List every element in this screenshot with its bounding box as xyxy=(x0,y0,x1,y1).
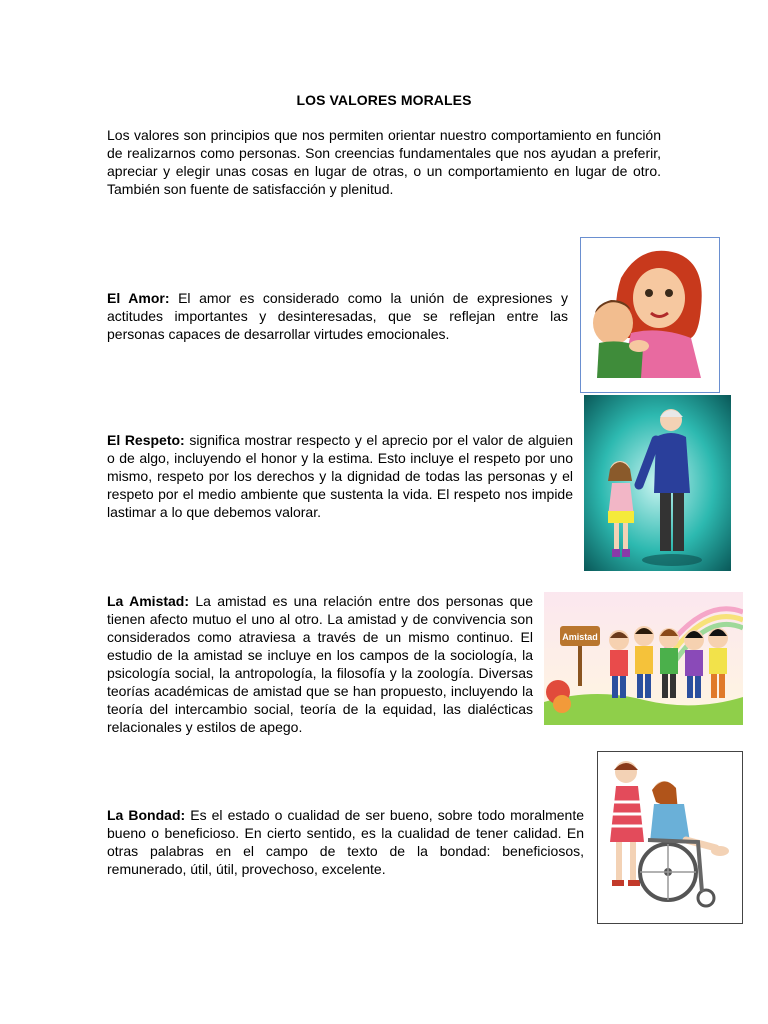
section-amistad xyxy=(107,592,533,736)
section-text: El amor es considerado como la unión de expresiones y actitudes importantes y desinteresadas, que se reflejan entre las personas capaces de desarrollar virtudes emocionales. xyxy=(107,290,568,342)
page-title: LOS VALORES MORALES xyxy=(296,92,472,108)
mother-hug-image xyxy=(581,238,719,392)
friends-group-image xyxy=(544,592,743,725)
section-amor xyxy=(107,289,568,343)
wheelchair-help-image xyxy=(598,752,742,923)
elder-child-image xyxy=(584,395,731,571)
respeto-illustration xyxy=(584,395,731,571)
amistad-sign-label: Amistad xyxy=(562,632,598,642)
section-text: Es el estado o cualidad de ser bueno, sobre todo moralmente bueno o beneficioso. En cierto sentido, es la cualidad de tener calidad. En otras palabras en el campo de texto de la bondad: beneficiosos, remunerado, útil, útil, provechoso, excelente. xyxy=(107,807,584,877)
intro-paragraph: Los valores son principios que nos permiten orientar nuestro comportamiento en función de realizarnos como personas. Son creencias fundamentales que nos ayudan a preferir, apreciar y elegir unas cosas en lugar de otras, o un comportamiento en lugar de otro. También son fuente de satisfacción y plenitud. xyxy=(107,127,661,197)
section-bondad xyxy=(107,806,584,878)
section-heading: La Amistad: xyxy=(107,593,190,609)
section-text: La amistad es una relación entre dos personas que tienen afecto mutuo el uno al otro. La amistad y de convivencia son considerados como atraviesa a través de un mismo continuo. El estudio de la amistad se incluye en los campos de la sociología, la psicología social, la antropología, la filosofía y la zoología. Diversas teorías académicas de amistad que se han propuesto, incluyendo la teoría del intercambio social, teoría de la equidad, las dialécticas relacionales y estilos de apego. xyxy=(107,593,533,735)
bondad-illustration xyxy=(597,751,743,924)
section-heading: El Respeto: xyxy=(107,432,185,448)
section-heading: El Amor: xyxy=(107,290,170,306)
section-text: significa mostrar respecto y el aprecio por el valor de alguien o de algo, incluyendo el honor y la estima. Esto incluye el respeto por uno mismo, respeto por los derechos y la dignidad de todas las personas y el respeto por el medio ambiente que sustenta la vida. El respeto nos impide lastimar a lo que debemos valorar. xyxy=(107,432,573,520)
amor-illustration xyxy=(580,237,720,393)
amistad-illustration xyxy=(544,592,743,725)
section-respeto xyxy=(107,431,573,521)
section-heading: La Bondad: xyxy=(107,807,186,823)
